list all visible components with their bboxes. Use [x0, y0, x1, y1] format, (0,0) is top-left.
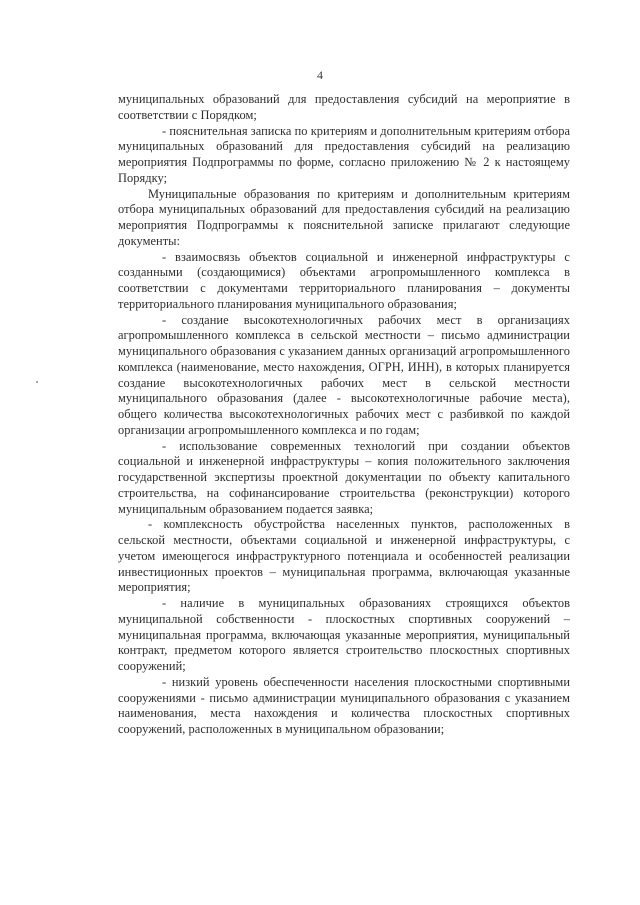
paragraph-continuation: муниципальных образований для предоставления субсидий на мероприятие в соответствии с Порядком;	[118, 92, 570, 122]
paragraph-high-tech-jobs: - создание высокотехнологичных рабочих мест в организациях агропромышленного комплекса в сельской местности – письмо администрации муниципального образования с указанием данных организаций агропромышленного комплекса (наименование, место нахождения, ОГРН, ИНН), в которых планируется создание высокотехнологичных рабочих мест в сельской местности муниципального образования (далее - высокотехнологичные рабочие места), общего количества высокотехнологичных рабочих мест с разбивкой по каждой организации агропромышленного комплекса и по годам;	[118, 312, 570, 437]
page-number: 4	[317, 68, 323, 82]
paragraph-infrastructure-link: - взаимосвязь объектов социальной и инженерной инфраструктуры с созданными (создающимися) объектами агропромышленного комплекса в соответствии с документами территориального планирования – документы территориального планирования муниципального образования;	[118, 249, 570, 311]
document-body	[118, 92, 570, 738]
paragraph-sports-facilities-construction: - наличие в муниципальных образованиях строящихся объектов муниципальной собственности - плоскостных спортивных сооружений – муниципальная программа, включающая указанные мероприятия, муниципальный контракт, предметом которого является строительство плоскостных спортивных сооружений;	[118, 596, 570, 673]
paragraph-attached-documents: Муниципальные образования по критериям и дополнительным критериям отбора муниципальных образований для предоставления субсидий на реализацию мероприятия Подпрограммы к пояснительной записке прилагают следующие документы:	[118, 186, 570, 248]
paragraph-modern-technologies: - использование современных технологий при создании объектов социальной и инженерной инфраструктуры – копия положительного заключения государственной экспертизы проектной документации по объекту капитального строительства, на софинансирование строительства (реконструкции) которого муниципальным образованием подается заявка;	[118, 438, 570, 516]
paragraph-complex-development: - комплексность обустройства населенных пунктов, расположенных в сельской местности, объектами социальной и инженерной инфраструктуры, с учетом имеющегося инфраструктурного потенциала и особенностей реализации инвестиционных проектов – муниципальная программа, включающая указанные мероприятия;	[118, 517, 570, 595]
paragraph-sports-facilities-provision: - низкий уровень обеспеченности населения плоскостными спортивными сооружениями - письмо администрации муниципального образования с указанием наименования, места нахождения и количества плоскостных спортивных сооружений, расположенных в муниципальном образовании;	[118, 674, 570, 736]
scan-speck	[36, 381, 38, 383]
paragraph-explanatory-note: - пояснительная записка по критериям и дополнительным критериям отбора муниципальных образований для предоставления субсидий на реализацию мероприятия Подпрограммы по форме, согласно приложению № 2 к настоящему Порядку;	[118, 123, 570, 185]
